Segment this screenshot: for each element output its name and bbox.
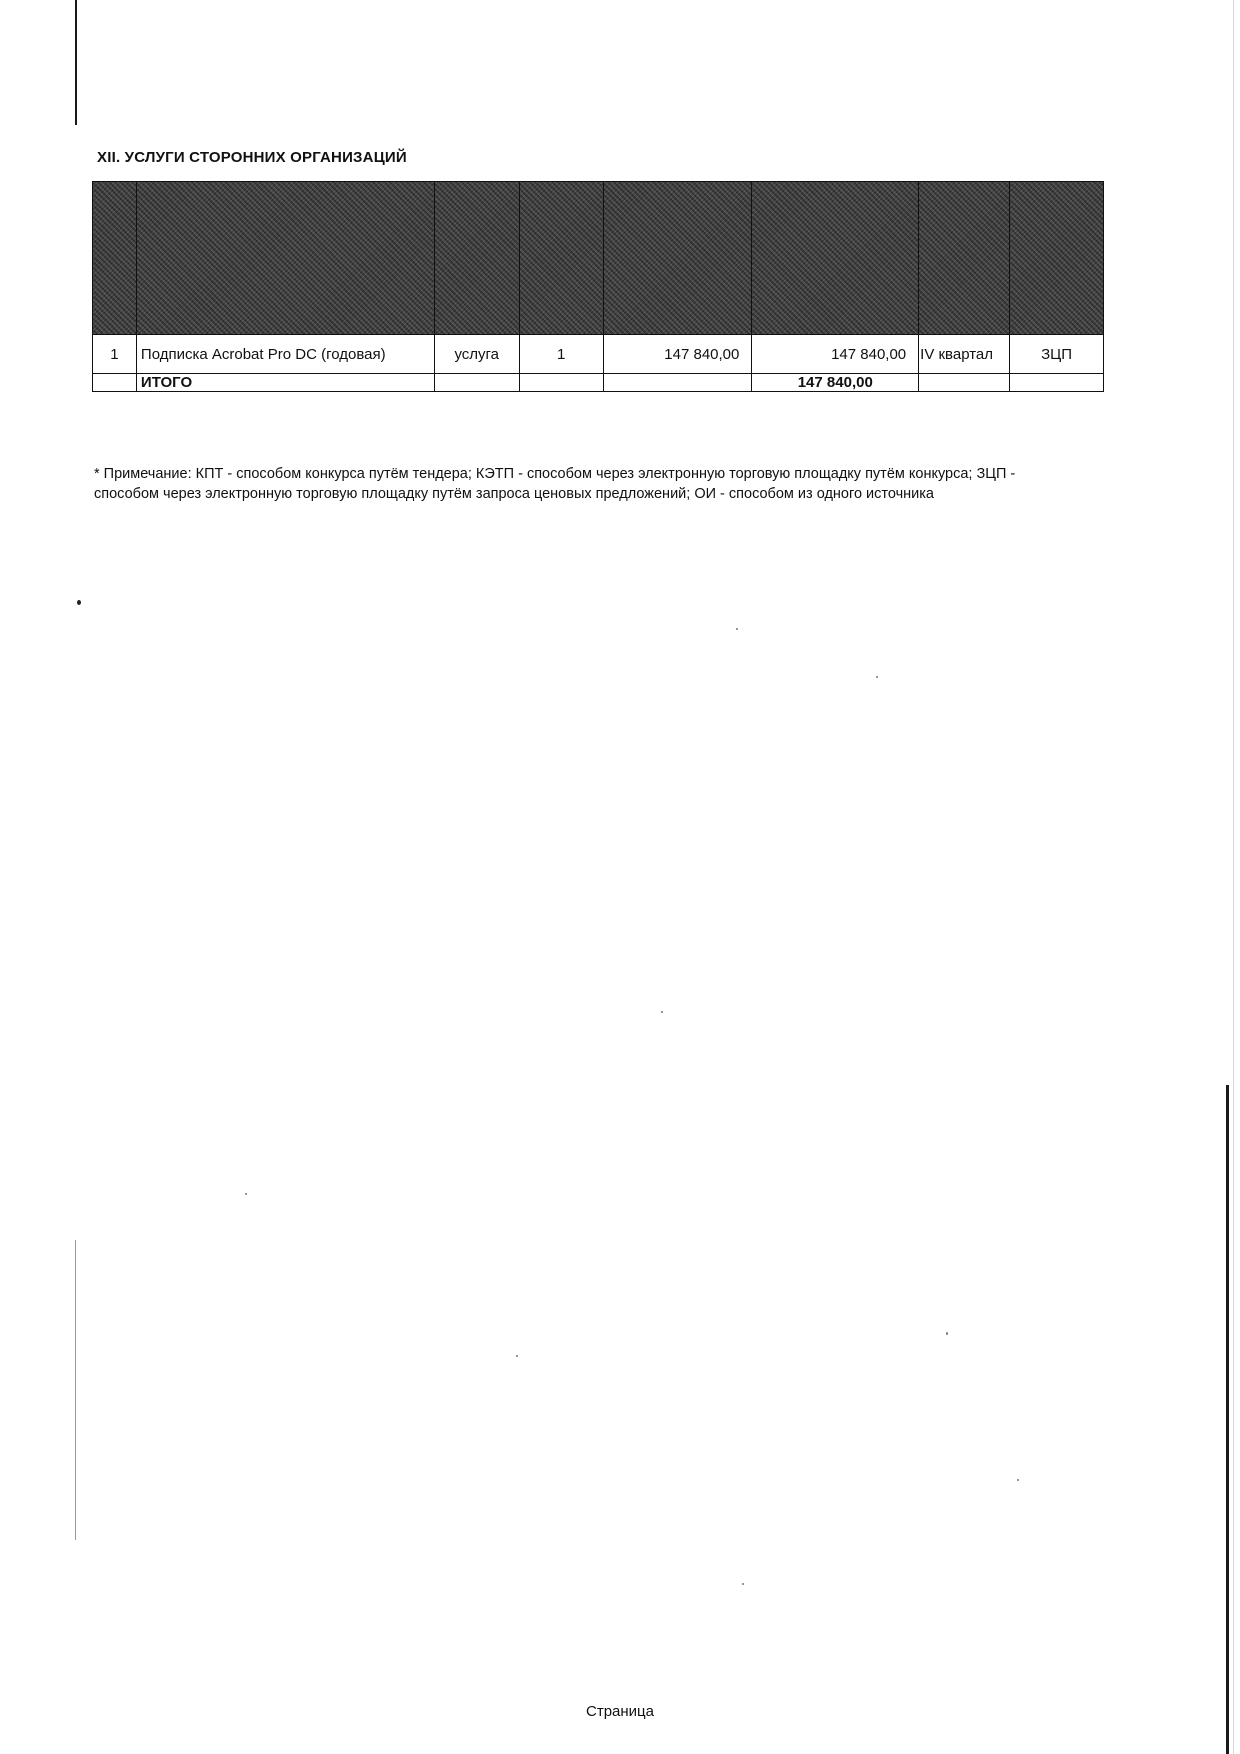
scan-speck [946,1332,948,1335]
header-cell-redacted [136,182,434,335]
total-empty-cell [93,374,137,392]
services-table [92,181,1104,392]
scan-speck [661,1011,663,1013]
header-cell-redacted [434,182,519,335]
scan-edge-left-faint [75,1240,76,1540]
total-empty-cell [519,374,603,392]
scan-speck [1017,1479,1019,1481]
total-empty-cell [434,374,519,392]
row-number: 1 [93,335,137,374]
table-header-row-redacted [93,182,1104,335]
total-empty-cell [603,374,752,392]
item-period: IV квартал [919,335,1010,374]
total-sum: 147 840,00 [752,374,919,392]
section-title: XII. УСЛУГИ СТОРОННИХ ОРГАНИЗАЦИЙ [97,149,407,166]
scan-speck [742,1583,744,1585]
item-name: Подписка Acrobat Pro DC (годовая) [136,335,434,374]
total-empty-cell [919,374,1010,392]
header-cell-redacted [919,182,1010,335]
footnote: * Примечание: КПТ - способом конкурса путём тендера; КЭТП - способом через электронную торговую площадку путём конкурса; ЗЦП - способом через электронную торговую площадку путём запроса ценовых предложений; ОИ - способом из одного источника [94,466,1016,502]
header-cell-redacted [93,182,137,335]
total-empty-cell [1010,374,1104,392]
item-unit: услуга [434,335,519,374]
table-total-row [93,374,1104,392]
total-label: ИТОГО [136,374,434,392]
header-cell-redacted [1010,182,1104,335]
table-row [93,335,1104,374]
header-cell-redacted [603,182,752,335]
item-quantity: 1 [519,335,603,374]
scan-speck [77,600,81,605]
item-method: ЗЦП [1010,335,1104,374]
page-footer: Страница [586,1703,654,1720]
header-cell-redacted [519,182,603,335]
scan-speck [516,1355,518,1357]
header-cell-redacted [752,182,919,335]
scan-edge-left [75,0,77,125]
scan-speck [736,628,738,630]
scan-speck [876,676,878,678]
scan-edge-right-faint [1233,0,1234,1754]
item-sum: 147 840,00 [752,335,919,374]
scan-edge-right [1226,1085,1229,1754]
item-price: 147 840,00 [603,335,752,374]
scan-speck [245,1193,247,1195]
